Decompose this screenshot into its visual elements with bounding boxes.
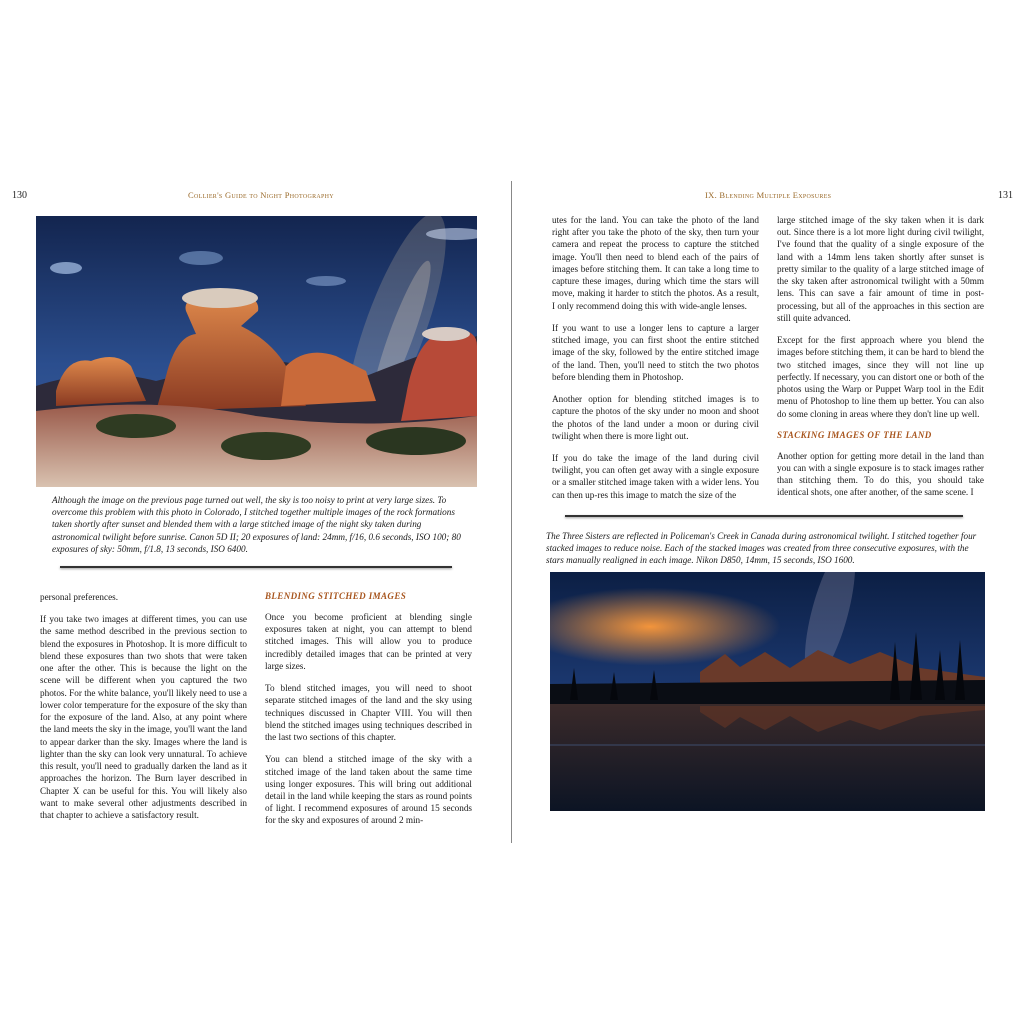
paragraph: Except for the first approach where you blend the images before stitching them, it can be hard to blend the two stitched images, since they will not line up perfectly. If necessary, you can distort one or both of the photos using the Warp or Puppet Warp tool in the Edit menu of Photoshop to line them up better. You can also do some cloning in areas where they don't line up well. bbox=[777, 335, 984, 419]
photo-colorado-rock-formations bbox=[36, 216, 477, 487]
photo-three-sisters-reflection bbox=[550, 572, 985, 811]
running-head-left: Collier's Guide to Night Photography bbox=[188, 190, 334, 200]
paragraph: Another option for blending stitched images is to capture the photos of the sky under no moon and shoot the photos of the land under a moon or during civil twilight when there is more light out. bbox=[552, 394, 759, 441]
paragraph: If you do take the image of the land during civil twilight, you can often get away with a single exposure or a smaller stitched image taken with a wider lens. You can then up-res this image to match the size of the bbox=[552, 452, 759, 500]
paragraph: utes for the land. You can take the photo of the land right after you take the photo of the sky, then turn your camera and repeat the process to capture the stitched image. You'll then need to blend each of the pairs of images before stitching them. It can take a long time to capture these images, during which time the stars will move, making it harder to stitch the photos. As a result, I only recommend doing this with wide-angle lenses. bbox=[552, 215, 759, 311]
page-number-right: 131 bbox=[998, 190, 1013, 201]
running-head-right: IX. Blending Multiple Exposures bbox=[705, 190, 832, 200]
right-page-column-2 bbox=[777, 214, 984, 509]
caption-rule-left bbox=[60, 566, 452, 568]
paragraph: If you want to use a longer lens to capture a larger stitched image, you can first shoot the entire stitched image of the sky, followed by the entire stitched image of the land. Then, you'll need to stitch the two photos before blending them in Photoshop. bbox=[552, 322, 759, 382]
page-gutter bbox=[511, 181, 512, 843]
paragraph: large stitched image of the sky taken when it is dark out. Since there is a lot more light during civil twilight, I've found that the quality of a single exposure of the land with a 14mm lens taken shortly after sunset is pretty similar to the quality of a large stitched image of the sky taken after astronomical twilight with a 50mm lens. This can save a fair amount of time in post-processing, but all of the approaches in this section are still quite advanced. bbox=[777, 215, 984, 323]
left-page-column-1 bbox=[40, 591, 247, 831]
left-page-column-2 bbox=[265, 591, 472, 837]
figure-caption-left: Although the image on the previous page turned out well, the sky is too noisy to print at very large sizes. To overcome this problem with this photo in Colorado, I stitched together multiple images of the rock formations taken shortly after sunset and blended them with a large stitched image of the night sky taken during astronomical twilight before sunrise. Canon 5D II; 20 exposures of land: 24mm, f/16, 0.6 seconds, ISO 100; 80 exposures of sky: 50mm, f/1.8, 13 seconds, ISO 6400. bbox=[52, 495, 461, 554]
right-page-column-1 bbox=[552, 214, 759, 511]
section-heading-stacking-images: STACKING IMAGES OF THE LAND bbox=[777, 429, 932, 440]
paragraph: To blend stitched images, you will need to shoot separate stitched images of the land and the sky using techniques discussed in Chapter VIII. You will then blend the stitched images using techniques described in the last two sections of this chapter. bbox=[265, 683, 472, 743]
paragraph: You can blend a stitched image of the sky with a stitched image of the land taken about the same time using longer exposures. This will bring out additional detail in the land while keeping the stars as round points of light. I recommend exposures of around 15 seconds for the sky and exposures of around 2 min- bbox=[265, 754, 472, 826]
paragraph: Once you become proficient at blending single exposures taken at night, you can attempt to blend stitched images. This will allow you to produce incredibly detailed images that can be printed at very large sizes. bbox=[265, 611, 472, 671]
paragraph: personal preferences. bbox=[40, 592, 119, 602]
paragraph: Another option for getting more detail in the land than you can with a single exposure is to stack images rather than stitching them. To do this, you should take identical shots, one after another, of the same scene. I bbox=[777, 450, 984, 498]
section-heading-blending-stitched: BLENDING STITCHED IMAGES bbox=[265, 591, 407, 601]
paragraph: If you take two images at different times, you can use the same method described in the previous section to blend the exposures in Photoshop. It is more difficult to blend these exposures than two shots that were taken one after the other. This is because the light on the scene will be different when you captured the two photos. For the white balance, you'll likely need to use a lower color temperature for the exposure of the sky than for the exposure of the land. Also, at any point where the land meets the sky in the image, you'll want the land to appear darker than the sky. Images where the land is lighter than the sky can look very unnatural. To achieve this result, you'll need to gradually darken the land as it approaches the horizon. The Burn layer described in Chapter X can be useful for this. You will likely also want to make several other adjustments described in that chapter to achieve a satisfactory result. bbox=[40, 614, 247, 820]
page-number-left: 130 bbox=[12, 190, 27, 201]
figure-caption-right: The Three Sisters are reflected in Policeman's Creek in Canada during astronomical twilight. I stitched together four stacked images to reduce noise. Each of the stacked images was created from three consecutive exposures, with the stars manually realigned in each image. Nikon D850, 14mm, 15 seconds, ISO 1600. bbox=[546, 531, 977, 566]
caption-rule-right bbox=[565, 515, 963, 517]
